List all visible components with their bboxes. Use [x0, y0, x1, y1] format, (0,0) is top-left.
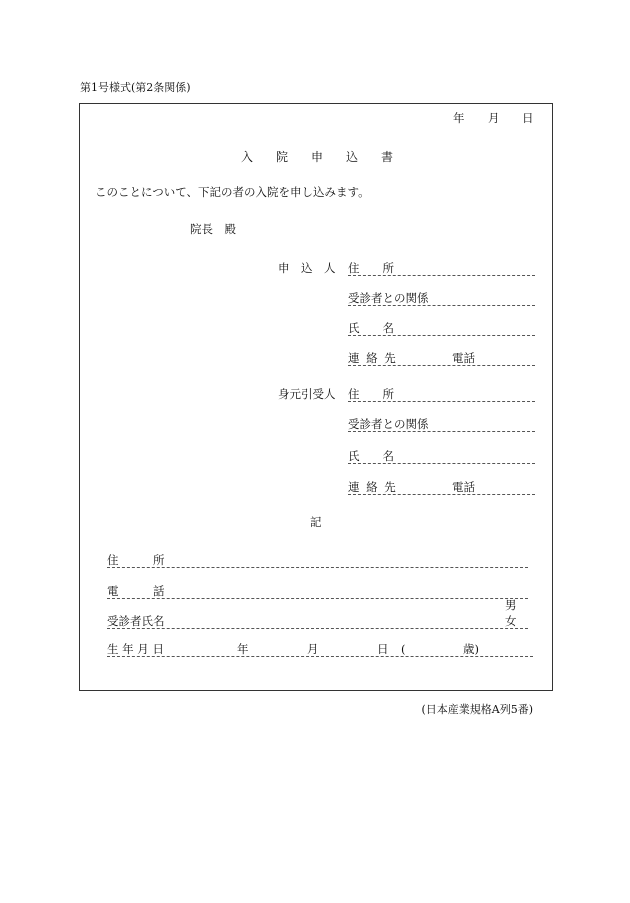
- sex-female-option: 女: [505, 614, 517, 628]
- guarantor-role-label: 身元引受人: [278, 387, 336, 401]
- applicant-relation-label: 受診者との関係: [348, 291, 429, 305]
- patient-phone-label: 電 話: [107, 584, 165, 598]
- guarantor-name-field: [348, 449, 535, 464]
- applicant-relation-field: [348, 291, 535, 306]
- guarantor-relation-field: [348, 417, 535, 432]
- age-label: 歳): [463, 642, 479, 656]
- form-number: 第1号様式(第2条関係): [80, 81, 191, 94]
- guarantor-address-field: [348, 387, 535, 402]
- applicant-contact-label: 連 絡 先: [348, 351, 396, 365]
- patient-name-label: 受診者氏名: [107, 614, 165, 628]
- paper-size-note: (日本産業規格A列5番): [421, 703, 533, 716]
- addressee: 院長 殿: [190, 222, 236, 236]
- guarantor-relation-label: 受診者との関係: [348, 417, 429, 431]
- patient-phone-field: [107, 584, 528, 599]
- applicant-name-field: [348, 321, 535, 336]
- guarantor-contact-label: 連 絡 先: [348, 480, 396, 494]
- note-heading: 記: [310, 515, 322, 529]
- patient-address-label: 住 所: [107, 553, 165, 567]
- guarantor-name-label: 氏 名: [348, 449, 394, 463]
- guarantor-contact-field: [348, 480, 535, 495]
- intro-text: このことについて、下記の者の入院を申し込みます。: [95, 185, 370, 199]
- birth-year-label: 年: [237, 642, 249, 656]
- applicant-role-label: 申 込 人: [278, 261, 336, 275]
- page-title: 入 院 申 込 書: [241, 150, 399, 164]
- age-open-paren: (: [401, 642, 406, 656]
- sex-male-option: 男: [505, 598, 517, 612]
- applicant-phone-label: 電話: [452, 351, 475, 365]
- date-month-label: 月: [488, 111, 500, 125]
- birth-month-label: 月: [307, 642, 319, 656]
- applicant-name-label: 氏 名: [348, 321, 394, 335]
- patient-birth-field: [107, 642, 533, 657]
- date-year-label: 年: [453, 111, 465, 125]
- patient-address-field: [107, 553, 528, 568]
- applicant-address-field: [348, 261, 535, 276]
- guarantor-phone-label: 電話: [452, 480, 475, 494]
- birth-date-label: 生 年 月 日: [107, 642, 164, 656]
- applicant-contact-field: [348, 351, 535, 366]
- guarantor-address-label: 住 所: [348, 387, 394, 401]
- patient-name-field: [107, 614, 528, 629]
- birth-day-label: 日: [377, 642, 389, 656]
- date-day-label: 日: [522, 111, 534, 125]
- applicant-address-label: 住 所: [348, 261, 394, 275]
